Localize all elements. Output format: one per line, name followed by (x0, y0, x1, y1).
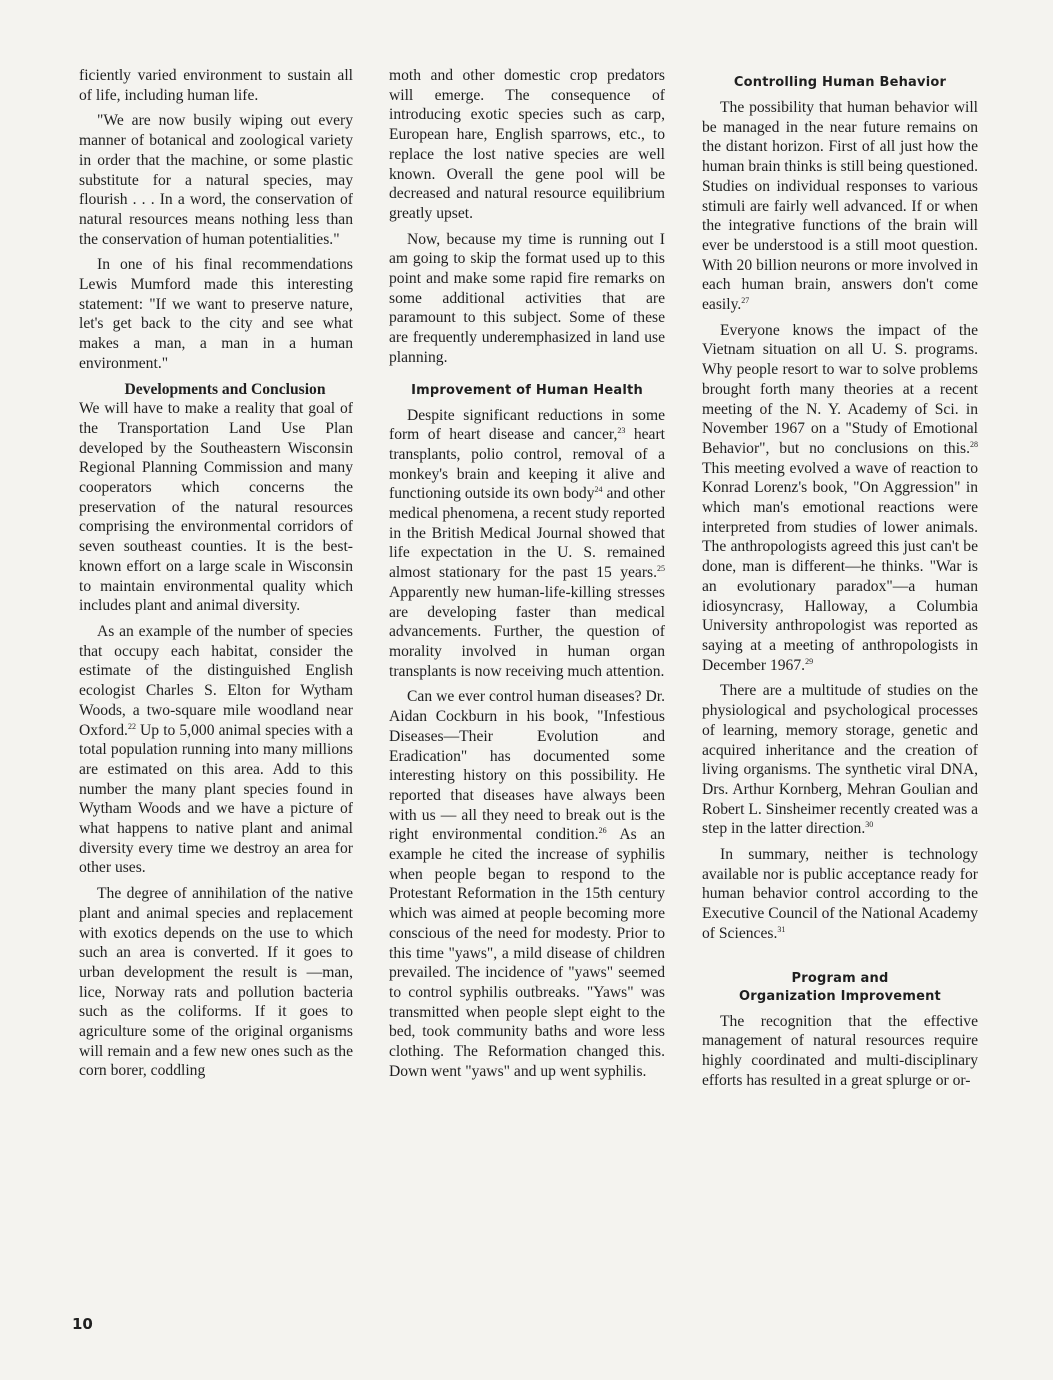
paragraph (389, 687, 665, 1081)
heading-line: Program and (791, 970, 889, 986)
text: The possibility that human behavior will be managed in the near future remains on the distant horizon. First of all just how the human brain thinks is still being questioned. Studies on individual responses to various stimuli are fairly well advanced. If or when the integrative functions of the brain will ever be understood is a still moot question. With 20 billion neurons or more involved in each human brain, answers don't come easily. (702, 99, 978, 314)
footnote-ref: 24 (594, 485, 603, 495)
footnote-ref: 28 (970, 439, 978, 449)
text: Up to 5,000 animal species with a total population running into many millions are estimated on this area. Add to this number the many plant species found in Wytham Woods and we have a picture of what happens to native plant and animal diversity every time we destroy an area for other uses. (79, 721, 353, 877)
column-2 (389, 66, 665, 1087)
text: heart transplants, polio control, removal of a monkey's brain and keeping it alive and functioning outside its own body (389, 426, 665, 503)
paragraph (702, 845, 978, 944)
text: Apparently new human-life-killing stresses are developing faster than medical advancements. Further, the question of morality involved in human organ transplants is now receiving much attention. (389, 583, 665, 680)
footnote-ref: 29 (805, 656, 814, 666)
footnote-ref: 27 (741, 295, 750, 305)
footnote-ref: 25 (657, 563, 665, 573)
text: In summary, neither is technology available nor is public acceptance ready for human behavior control according to the Executive Council of the National Academy of Sciences. (702, 846, 978, 942)
paragraph: moth and other domestic crop predators will emerge. The consequence of introducing exotic species such as carp, European hare, English sparrows, etc., to replace the lost native species are well known. Overall the gene pool will be decreased and natural resource equilibrium greatly upset. (389, 67, 665, 222)
paragraph: The degree of annihilation of the native plant and animal species and replacement with exotics depends on the use to which such an area is converted. If it goes to urban development the result is —man, lice, Norway rats and pollution bacteria such as the coliforms. If it goes to agriculture some of the original organisms will remain and a few new ones such as the corn borer, coddling (79, 885, 353, 1080)
column-1 (79, 66, 353, 1087)
heading-line: Organization Improvement (739, 988, 941, 1004)
paragraph: ficiently varied environment to sustain all of life, including human life. (79, 67, 353, 104)
section-heading-human-behavior: Controlling Human Behavior (733, 75, 947, 90)
footnote-ref: 26 (598, 826, 607, 836)
text: and other medical phenomena, a recent study reported in the British Medical Journal showed that life expectation in the U. S. remained almost stationary for the past 15 years. (389, 485, 665, 582)
paragraph: "We are now busily wiping out every manner of botanical and zoological variety in order that the machine, or some plastic substitute for a natural species, may flourish . . . In a word, the conservation of natural resources means nothing less than the conservation of human potentialities." (79, 112, 353, 248)
paragraph (702, 98, 978, 315)
section-heading-developments: Developments and Conclusion (124, 380, 326, 398)
paragraph: In one of his final recommendations Lewis Mumford made this interesting statement: "If we want to preserve nature, let's get back to the city and see what makes a man, a man in a human environment." (79, 256, 353, 372)
text: Everyone knows the impact of the Vietnam situation on all U. S. programs. Why people resort to war to solve problems brought forth many theories at a recent meeting of the N. Y. Academy of Sci. in November 1967 on a "Study of Emotional Behavior", but no conclusions on this. (702, 321, 978, 457)
footnote-ref: 22 (127, 721, 136, 731)
text: There are a multitude of studies on the physiological and psychological processes of learning, memory storage, genetic and acquired inheritance and the creation of living organisms. The synthetic viral DNA, Drs. Arthur Kornberg, Mehran Goulian and Robert L. Sinsheimer recently created was a step in the latter direction. (702, 682, 978, 838)
paragraph (702, 681, 978, 839)
footnote-ref: 31 (777, 924, 786, 934)
footnote-ref: 30 (865, 820, 874, 830)
section-heading-program-improvement (702, 970, 978, 1006)
paragraph: We will have to make a reality that goal of the Transportation Land Use Plan developed by the Southeastern Wisconsin Regional Planning Commission and many cooperators which concerns the preservation of the natural resources comprising the environmental corridors of seven southeast counties. It is the best-known effort on a large scale in Wisconsin to maintain environmental quality which includes plant and animal diversity. (79, 400, 353, 615)
text: Despite significant reductions in some form of heart disease and cancer, (389, 406, 665, 444)
text: Can we ever control human diseases? Dr. Aidan Cockburn in his book, "Infestious Diseases—Their Evolution and Eradication" has documented some interesting history on this possibility. He reported that diseases have always been with us — all they need to break out is the right environmental condition. (389, 688, 665, 844)
footnote-ref: 23 (617, 426, 626, 436)
text: This meeting evolved a wave of reaction to Konrad Lorenz's book, "On Aggression" in which man's emotional reactions were interpreted from studies of lower animals. The anthropologists agreed this just can't be done, man is different—he thinks. "War is an evolutionary paradox"—a human idiosyncrasy, Halloway, a Columbia University anthropologist was reported as saying at a meeting of anthropologists in December 1967. (702, 459, 978, 674)
paragraph: Now, because my time is running out I am going to skip the format used up to this point and make some rapid fire remarks on some additional activities that are paramount to this subject. Some of these are frequently underemphasized in land use planning. (389, 230, 665, 366)
paragraph (389, 406, 665, 682)
section-heading-human-health: Improvement of Human Health (411, 382, 643, 398)
paragraph (79, 622, 353, 878)
page-number: 10 (72, 1315, 93, 1333)
paragraph: The recognition that the effective management of natural resources require highly coordinated and multi-disciplinary efforts has resulted in a great splurge or or- (702, 1012, 978, 1089)
text: As an example of the number of species that occupy each habitat, consider the estimate of the distinguished English ecologist Charles S. Elton for Wytham Woods, a two-square mile woodland near Oxford. (79, 622, 353, 739)
column-3 (702, 66, 978, 1096)
text: As an example he cited the increase of syphilis when people began to respond to the Protestant Reformation in the 15th century which was aimed at people becoming more conscious of the need for modesty. Prior to this time "yaws", a mild disease of children prevailed. The incidence of "yaws" seemed to control syphilis outbreaks. "Yaws" was transmitted when people slept eight to the bed, took community baths and wore less clothing. The Reformation changed this. Down went "yaws" and up went syphilis. (389, 826, 666, 1080)
paragraph (702, 321, 978, 676)
